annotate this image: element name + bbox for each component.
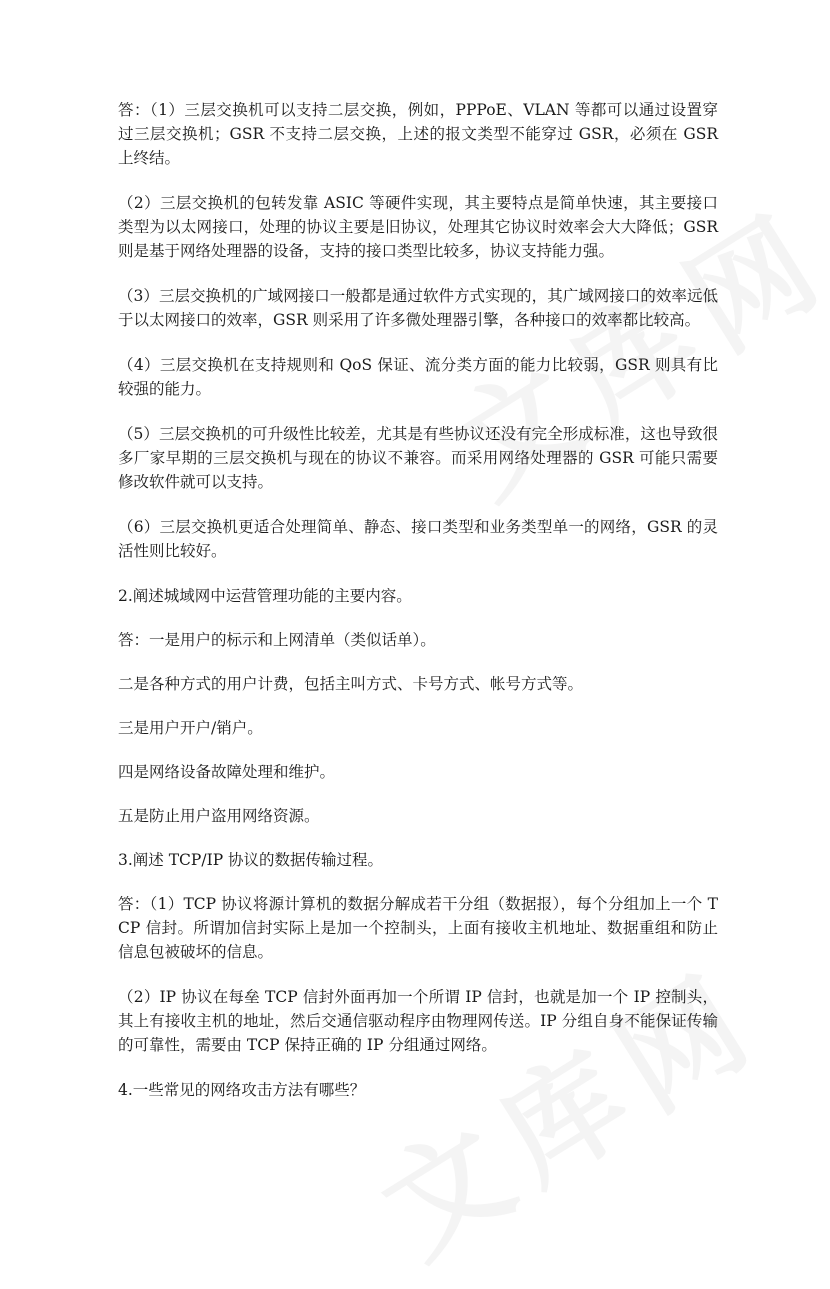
answer-2-item-3: 三是用户开户/销户。: [118, 719, 263, 737]
answer-1-part-2: （2）三层交换机的包转发靠 ASIC 等硬件实现，其主要特点是简单快速，其主要接口类型为以太网接口，处理的协议主要是旧协议，处理其它协议时效率会大大降低；GSR 则是基于网络处理器的设备，支持的接口类型比较多，协议支持能力强。: [118, 194, 718, 260]
question-4: 4.一些常见的网络攻击方法有哪些？: [118, 1081, 366, 1099]
answer-1-part-3: （3）三层交换机的广域网接口一般都是通过软件方式实现的，其广域网接口的效率远低于以太网接口的效率，GSR 则采用了许多微处理器引擎，各种接口的效率都比较高。: [118, 287, 718, 329]
answer-3-part-2: （2）IP 协议在每垒 TCP 信封外面再加一个所谓 IP 信封，也就是加一个 IP 控制头，其上有接收主机的地址，然后交通信驱动程序由物理网传送。IP 分组自身不能保证传输的可靠性，需要由 TCP 保持正确的 IP 分组通过网络。: [118, 988, 718, 1054]
answer-2-item-1: 答：一是用户的标示和上网清单（类似话单）。: [118, 631, 436, 649]
answer-3-part-1: 答：（1）TCP 协议将源计算机的数据分解成若干分组（数据报），每个分组加上一个 TCP 信封。所谓加信封实际上是加一个控制头，上面有接收主机地址、数据重组和防止信息包被破坏的信息。: [118, 895, 718, 961]
question-3: 3.阐述 TCP/IP 协议的数据传输过程。: [118, 851, 384, 869]
answer-1-part-1: 答：（1）三层交换机可以支持二层交换，例如，PPPoE、VLAN 等都可以通过设置穿过三层交换机；GSR 不支持二层交换，上述的报文类型不能穿过 GSR，必须在 GSR 上终结。: [118, 101, 718, 167]
answer-1-part-6: （6）三层交换机更适合处理简单、静态、接口类型和业务类型单一的网络，GSR 的灵活性则比较好。: [118, 518, 718, 560]
answer-1-part-4: （4）三层交换机在支持规则和 QoS 保证、流分类方面的能力比较弱，GSR 则具有比较强的能力。: [118, 356, 718, 398]
answer-2-item-2: 二是各种方式的用户计费，包括主叫方式、卡号方式、帐号方式等。: [118, 675, 584, 693]
answer-2-item-5: 五是防止用户盗用网络资源。: [118, 807, 320, 825]
document-page: [118, 98, 718, 1123]
question-2: 2.阐述城域网中运营管理功能的主要内容。: [118, 587, 412, 605]
answer-1-part-5: （5）三层交换机的可升级性比较差，尤其是有些协议还没有完全形成标准，这也导致很多厂家早期的三层交换机与现在的协议不兼容。而采用网络处理器的 GSR 可能只需要修改软件就可以支持。: [118, 425, 718, 491]
answer-2-item-4: 四是网络设备故障处理和维护。: [118, 763, 336, 781]
